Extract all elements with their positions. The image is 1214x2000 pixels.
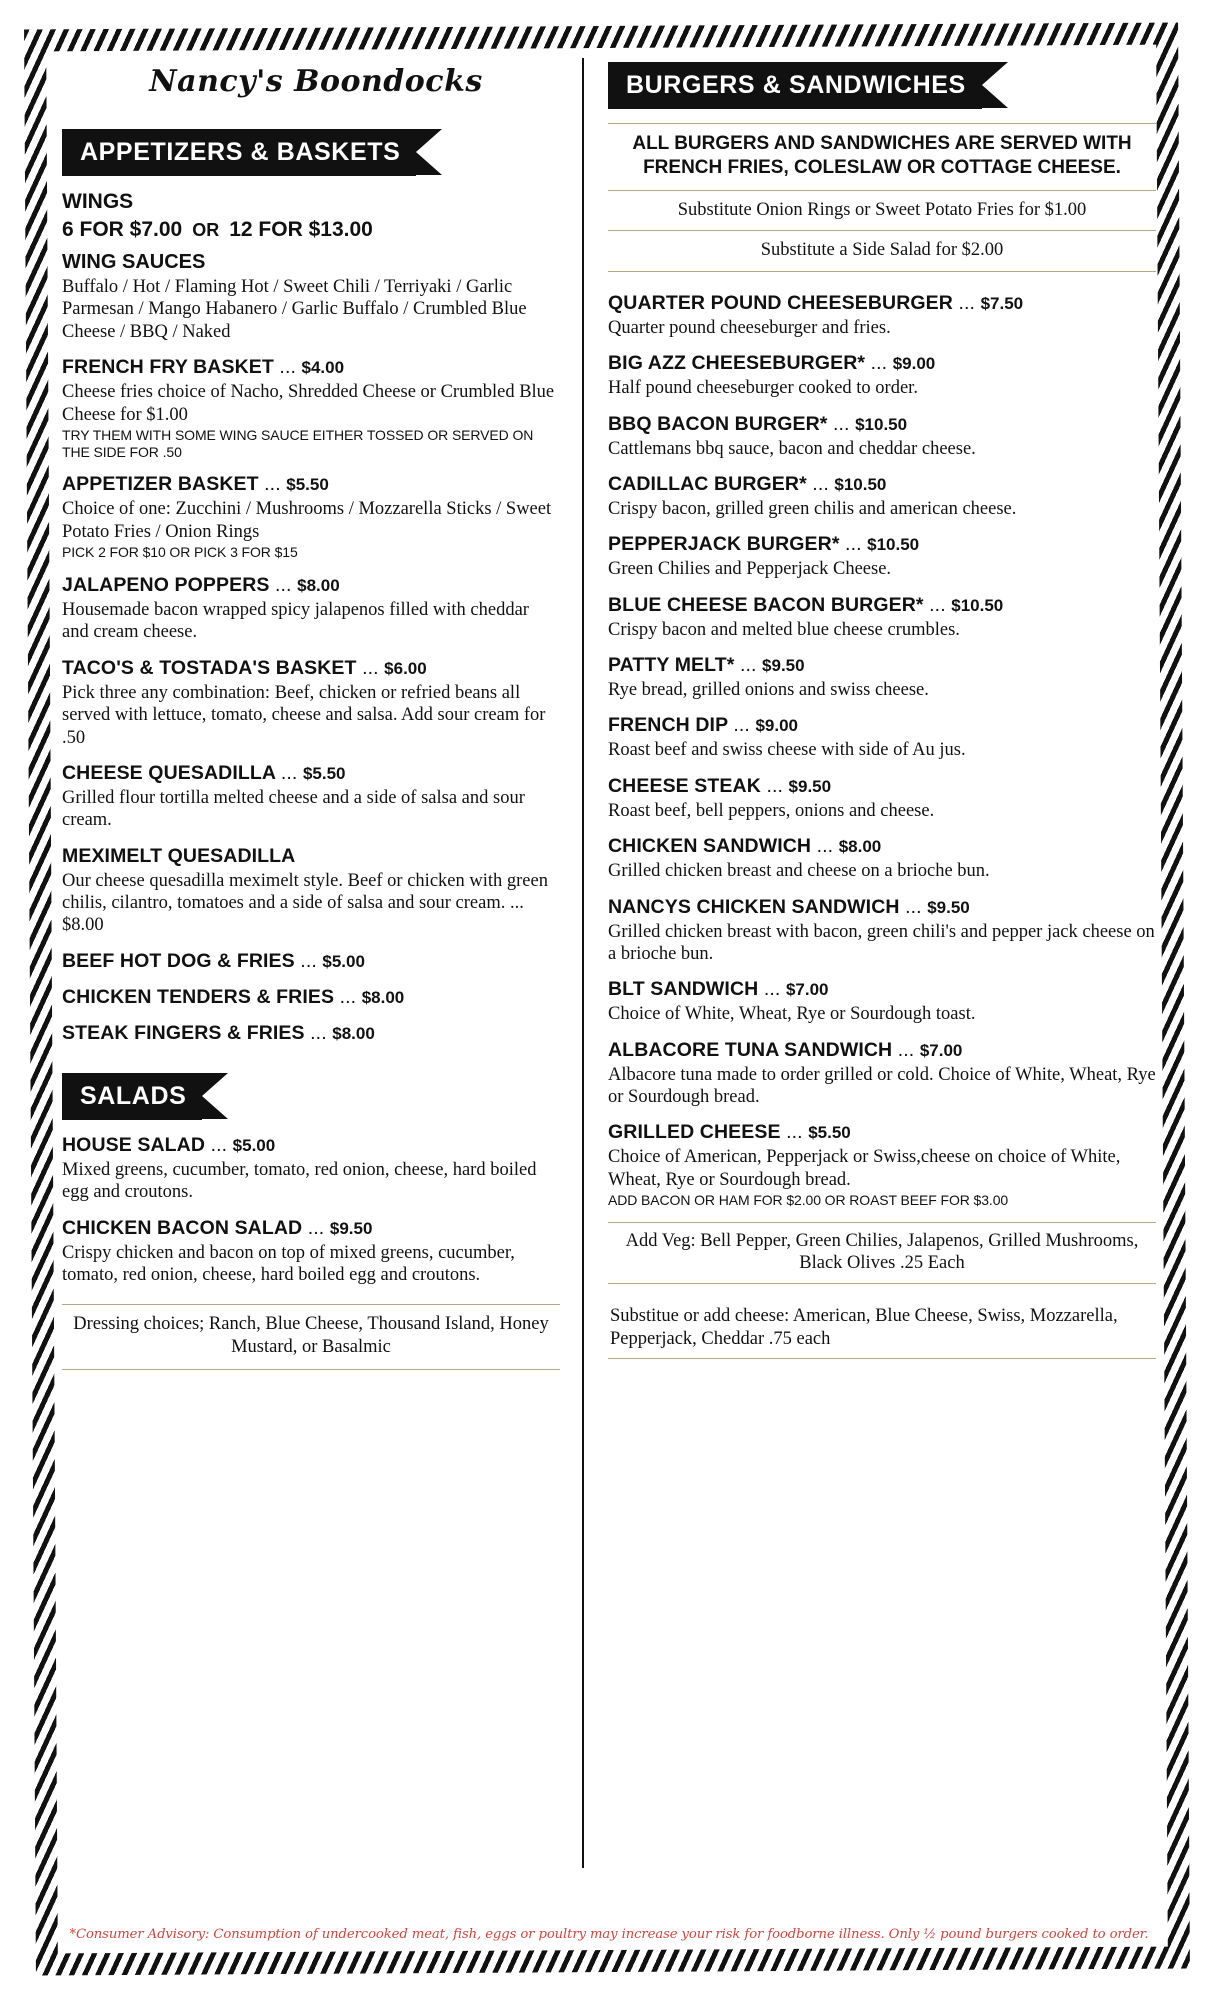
menu-item-pepperjack-burger [608,533,1156,580]
menu-item-beef-hot-dog-fries [62,950,560,973]
item-price: $5.50 [302,763,346,783]
item-description: Pick three any combination: Beef, chicken or refried beans all served with lettuce, tomato, cheese and salsa. Add sour cream for .50 [62,682,546,748]
item-title: JALAPENO POPPERS [62,574,270,597]
price-separator: ... [845,533,862,556]
item-title: CHEESE STEAK [608,774,761,797]
item-title: BIG AZZ CHEESEBURGER* [608,352,866,375]
item-title: CHICKEN SANDWICH [608,835,812,858]
item-description: Choice of American, Pepperjack or Swiss,cheese on choice of White, Wheat, Rye or Sourdough bread. [608,1147,1121,1190]
item-price: $5.00 [322,951,365,971]
item-note: TRY THEM WITH SOME WING SAUCE EITHER TOSSED OR SERVED ON THE SIDE FOR .50 [62,426,534,460]
price-separator: ... [763,978,781,1001]
item-description: Mixed greens, cucumber, tomato, red onion, cheese, hard boiled egg and croutons. [62,1159,537,1203]
wing-sauces-title: WING SAUCES [62,251,206,273]
menu-item-blue-cheese-bacon-burger [608,594,1156,641]
item-price: $9.00 [755,716,798,736]
item-name [62,574,560,597]
item-description: Cheese fries choice of Nacho, Shredded Cheese or Crumbled Blue Cheese for $1.00 [62,382,555,425]
item-name [608,775,1156,798]
item-title: TACO'S & TOSTADA'S BASKET [62,656,357,679]
item-description: Choice of one: Zucchini / Mushrooms / Mozzarella Sticks / Sweet Potato Fries / Onion Rings [62,499,552,542]
item-description: Half pound cheeseburger cooked to order. [608,378,918,399]
price-separator: ... [280,761,298,784]
item-description: Green Chilies and Pepperjack Cheese. [608,559,892,580]
item-description: Roast beef, bell peppers, onions and cheese. [608,800,935,821]
price-separator: ... [812,472,829,495]
item-price: $8.00 [361,987,405,1007]
menu-item-french-fry-basket [62,356,560,460]
item-name [608,292,1156,315]
menu-item-bbq-bacon-burger [608,413,1156,460]
item-description: Quarter pound cheeseburger and fries. [608,317,891,338]
price-separator: ... [905,895,922,918]
menu-item-cadillac-burger [608,473,1156,520]
wing-sauces-list: Buffalo / Hot / Flaming Hot / Sweet Chili / Terriyaki / Garlic Parmesan / Mango Habanero / Garlic Buffalo / Crumbled Blue Cheese / BBQ / Naked [62,277,527,342]
item-name [62,657,560,680]
item-name [62,473,560,496]
wings-title: WINGS [62,190,134,213]
item-name [62,845,560,868]
consumer-advisory: *Consumer Advisory: Consumption of undercooked meat, fish, eggs or poultry may increase your risk for foodborne illness. Only ½ pound burgers cooked to order. [69,1927,1149,1942]
item-description: Crispy chicken and bacon on top of mixed greens, cucumber, tomato, red onion, cheese, hard boiled egg and croutons. [62,1242,515,1285]
item-name [62,1022,560,1045]
item-title: BLT SANDWICH [608,978,759,1001]
menu-item-appetizer-basket [62,473,560,561]
item-title: MEXIMELT QUESADILLA [62,844,296,867]
item-price: $5.50 [808,1123,851,1143]
item-name [608,533,1156,556]
item-description: Housemade bacon wrapped spicy jalapenos filled with cheddar and cream cheese. [62,600,529,643]
item-name [62,356,560,379]
item-price: $5.50 [286,475,329,495]
price-separator: ... [307,1216,325,1239]
item-name [608,978,1156,1001]
item-title: BBQ BACON BURGER* [608,412,828,435]
item-name [62,950,560,973]
item-description: Grilled chicken breast with bacon, green chili's and pepper jack cheese on a brioche bun. [608,921,1155,964]
add-veg-box: Add Veg: Bell Pepper, Green Chilies, Jalapenos, Grilled Mushrooms, Black Olives .25 Each [608,1222,1156,1284]
menu-item-patty-melt [608,654,1156,701]
salads-banner-wrap [62,1073,560,1120]
item-price: $4.00 [301,358,345,378]
item-title: FRENCH DIP [608,714,728,737]
item-price: $9.50 [329,1218,373,1238]
item-price: $8.00 [332,1023,375,1043]
item-description: Rye bread, grilled onions and swiss cheese. [608,680,929,700]
menu-item-blt-sandwich [608,978,1156,1025]
item-price: $10.50 [855,414,908,434]
item-name [62,1217,560,1240]
item-price: $7.50 [980,293,1024,313]
item-price: $10.50 [951,595,1004,615]
add-cheese-box: Substitue or add cheese: American, Blue Cheese, Swiss, Mozzarella, Pepperjack, Cheddar .75 each [608,1297,1156,1359]
wings-price-small: 6 FOR $7.00 [62,218,183,241]
wings-or: OR [192,220,220,240]
item-price: $6.00 [384,658,427,678]
item-price: $9.50 [762,656,805,675]
price-separator: ... [279,356,296,379]
wings-price-large: 12 FOR $13.00 [229,218,373,241]
price-separator: ... [339,985,357,1008]
menu-item-big-azz-cheeseburger [608,352,1156,399]
menu-item-grilled-cheese [608,1121,1156,1209]
price-separator: ... [897,1038,915,1061]
price-separator: ... [929,593,946,616]
item-description: Choice of White, Wheat, Rye or Sourdough toast. [608,1004,976,1025]
item-title: CHICKEN TENDERS & FRIES [62,985,335,1008]
right-column [584,52,1156,1946]
price-separator: ... [362,656,379,679]
left-column [62,52,582,1946]
substitute-side-salad-text: Substitute a Side Salad for $2.00 [760,240,1004,261]
price-separator: ... [310,1021,327,1044]
item-title: ALBACORE TUNA SANDWICH [608,1038,893,1061]
menu-item-steak-fingers-fries [62,1022,560,1045]
substitute-onion-rings-text: Substitute Onion Rings or Sweet Potato Fries for $1.00 [677,199,1087,220]
item-name [608,714,1156,737]
item-title: FRENCH FRY BASKET [62,356,274,379]
item-title: BEEF HOT DOG & FRIES [62,949,295,972]
item-price: $10.50 [834,474,887,494]
item-name [608,413,1156,436]
item-name [608,1121,1156,1144]
item-price: $9.00 [892,354,936,374]
item-name [608,473,1156,496]
item-name [62,986,560,1009]
menu-item-wings [62,190,560,343]
price-separator: ... [264,473,281,496]
menu-item-albacore-tuna-sandwich [608,1039,1156,1109]
item-title: STEAK FINGERS & FRIES [62,1021,305,1044]
item-description: Crispy bacon and melted blue cheese crumbles. [608,619,960,640]
menu-content [62,52,1156,1946]
menu-item-cheese-steak [608,775,1156,822]
price-separator: ... [870,352,888,375]
item-description: Grilled flour tortilla melted cheese and a side of salsa and sour cream. [62,787,525,831]
served-with-text: ALL BURGERS AND SANDWICHES ARE SERVED WITH FRENCH FRIES, COLESLAW OR COTTAGE CHEESE. [632,133,1132,179]
item-title: CADILLAC BURGER* [608,472,807,495]
item-price: $8.00 [838,837,882,857]
item-name [608,835,1156,858]
substitute-salad-box [608,231,1156,272]
item-title: PEPPERJACK BURGER* [608,533,840,556]
item-name [62,762,560,785]
restaurant-name: Nancy's Boondocks [149,64,483,99]
item-name [608,654,1156,677]
menu-item-cheese-quesadilla [62,762,560,832]
served-with-box [608,123,1156,191]
item-title: QUARTER POUND CHEESEBURGER [608,291,953,314]
menu-item-chicken-bacon-salad [62,1217,560,1287]
item-title: HOUSE SALAD [62,1133,206,1156]
price-separator: ... [766,774,783,797]
menu-item-house-salad [62,1134,560,1204]
item-price: $5.00 [232,1135,276,1155]
price-separator: ... [816,835,834,858]
price-separator: ... [275,574,292,597]
item-title: BLUE CHEESE BACON BURGER* [608,593,924,616]
item-description: Our cheese quesadilla meximelt style. Beef or chicken with green chilis, cilantro, tomatoes and a side of salsa and sour cream. ... $8.00 [62,870,548,936]
price-separator: ... [739,654,757,676]
item-title: CHICKEN BACON SALAD [62,1216,303,1239]
item-price: $9.50 [927,897,970,917]
item-description: Albacore tuna made to order grilled or cold. Choice of White, Wheat, Rye or Sourdough bread. [608,1064,1156,1107]
item-description: Cattlemans bbq sauce, bacon and cheddar cheese. [608,438,976,459]
burgers-banner-wrap [608,62,1156,109]
item-price: $7.00 [919,1040,963,1060]
menu-item-chicken-tenders-fries [62,986,560,1009]
menu-item-chicken-sandwich [608,835,1156,882]
substitute-onion-box [608,191,1156,232]
price-separator: ... [958,291,976,314]
price-separator: ... [300,949,317,972]
item-title: CHEESE QUESADILLA [62,761,276,784]
item-description: Roast beef and swiss cheese with side of Au jus. [608,740,966,761]
price-separator: ... [833,412,850,435]
dressing-choices-note: Dressing choices; Ranch, Blue Cheese, Thousand Island, Honey Mustard, or Basalmic [62,1304,560,1369]
price-separator: ... [733,714,750,737]
item-name [608,594,1156,617]
item-description: Crispy bacon, grilled green chilis and american cheese. [608,498,1017,519]
item-name [608,1039,1156,1062]
item-name [608,352,1156,375]
menu-item-meximelt-quesadilla [62,845,560,937]
two-column-layout [62,52,1156,1946]
menu-item-jalapeno-poppers [62,574,560,644]
item-price: $10.50 [867,535,920,555]
item-title: GRILLED CHEESE [608,1121,781,1144]
item-name [608,896,1156,919]
section-heading-appetizers: APPETIZERS & BASKETS [62,129,416,176]
item-title: APPETIZER BASKET [62,473,259,496]
wings-pricing [62,218,560,242]
item-price: $9.50 [788,776,832,796]
item-description: Grilled chicken breast and cheese on a brioche bun. [608,861,990,882]
menu-item-french-dip [608,714,1156,761]
appetizers-banner-wrap [62,129,560,176]
item-title: NANCYS CHICKEN SANDWICH [608,895,900,918]
menu-item-tacos-tostadas-basket [62,657,560,749]
menu-item-quarter-pound-cheeseburger [608,292,1156,339]
item-note: ADD BACON OR HAM FOR $2.00 OR ROAST BEEF FOR $3.00 [608,1192,1009,1209]
item-price: $8.00 [297,576,340,596]
item-name [62,1134,560,1157]
price-separator: ... [786,1121,803,1144]
item-price: $7.00 [785,980,829,1000]
item-note: PICK 2 FOR $10 OR PICK 3 FOR $15 [62,544,298,561]
menu-item-nancys-chicken-sandwich [608,896,1156,966]
section-heading-burgers: BURGERS & SANDWICHES [608,62,982,109]
price-separator: ... [210,1133,228,1156]
item-title: PATTY MELT* [608,654,735,676]
section-heading-salads: SALADS [62,1073,202,1120]
